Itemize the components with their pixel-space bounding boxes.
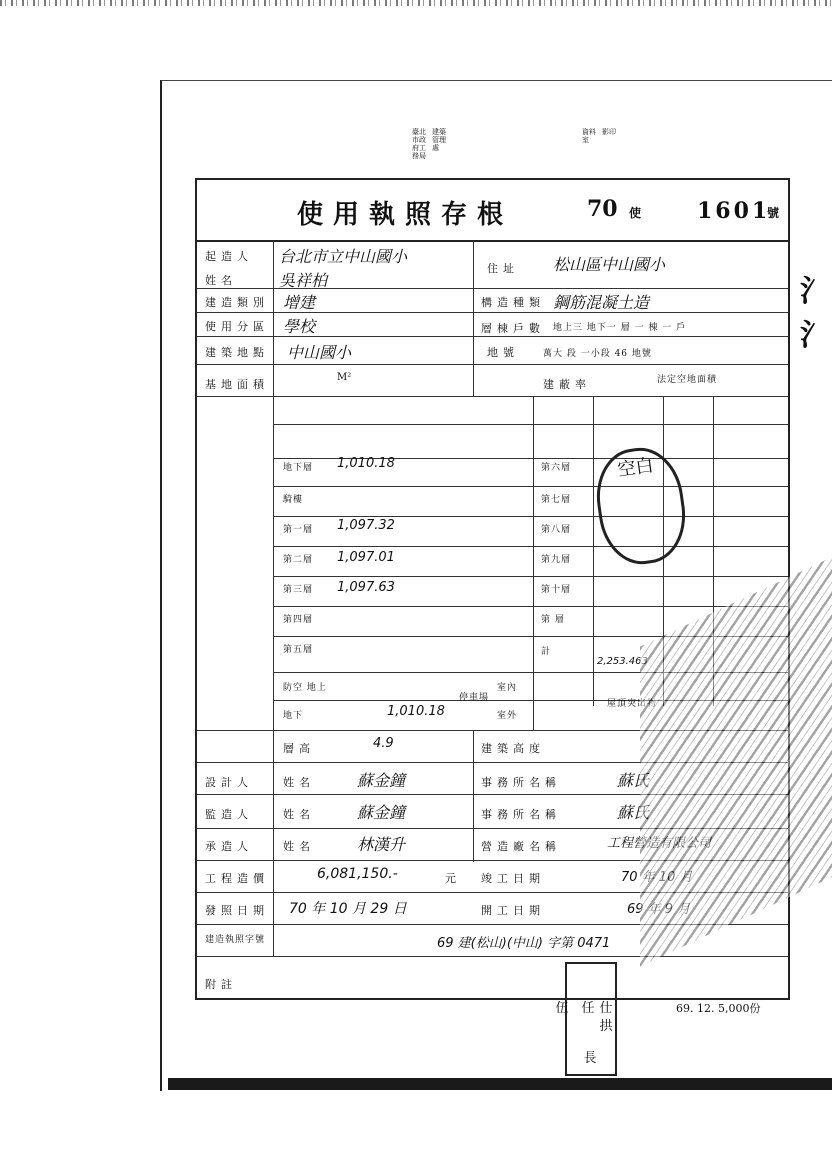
- height-label: 層高: [283, 742, 315, 755]
- floor-row-value: 1,097.63: [337, 580, 395, 595]
- floor-row-label: 第九層: [541, 555, 572, 565]
- floor-row-label: 第六層: [541, 463, 572, 473]
- floor-row-label: 地下層: [283, 463, 314, 473]
- form-title-bar: [197, 180, 788, 242]
- floor-row-label: 第十層: [541, 585, 572, 595]
- contractor-co: 工程營造有限公司: [607, 836, 712, 851]
- approver-stamp: 長: [583, 1051, 597, 1066]
- use-zone-label: 使用分區: [205, 320, 269, 333]
- floor-row-label: 第一層: [283, 525, 314, 535]
- approver-stamp: 任: [581, 1001, 595, 1016]
- cost-label: 工程造價: [205, 872, 269, 885]
- floor-row-value: 1,097.01: [337, 550, 395, 565]
- floors-value: 地上三 地下一 層 一 棟 一 戶: [553, 323, 687, 333]
- cost-value: 6,081,150.-: [317, 866, 398, 882]
- shelter-label: 防空 地上: [283, 683, 327, 693]
- parking-in: 室內: [497, 683, 518, 693]
- note-label: 附註: [205, 978, 237, 991]
- shelter-below-label: 地下: [283, 711, 304, 721]
- firm-label: 事務所名稱: [481, 776, 561, 789]
- address-label: 住址: [487, 262, 519, 275]
- complete-label: 竣工日期: [481, 872, 545, 885]
- supervisor-name-label: 姓名: [283, 808, 315, 821]
- supervisor-firm-label: 事務所名稱: [481, 808, 561, 821]
- roof-label: 屋頂突出物: [607, 699, 658, 709]
- scan-noise: [0, 0, 832, 6]
- contractor-name-label: 姓名: [283, 840, 315, 853]
- header-stamp: 資料室: [582, 128, 596, 144]
- header-stamp: 臺北市政府工務局: [412, 128, 426, 160]
- floor-row-label: 第二層: [283, 555, 314, 565]
- total-value: 2,253.463: [597, 656, 648, 667]
- start-label: 開工日期: [481, 904, 545, 917]
- contractor-co-label: 營造廠名稱: [481, 840, 561, 853]
- header-stamp: 影印: [602, 128, 616, 136]
- floor-row-label: 第五層: [283, 645, 314, 655]
- designer-name-label: 姓名: [283, 776, 315, 789]
- floor-row-label: 騎樓: [283, 495, 304, 505]
- designer-firm: 蘇氏: [617, 771, 650, 790]
- permit-value: 69 建(松山)(中山) 字第 0471: [437, 936, 611, 951]
- floor-row-label: 計: [541, 647, 552, 657]
- site-value: 中山國小: [287, 343, 352, 362]
- build-type-value: 增建: [283, 293, 316, 312]
- permit-number: 1601: [697, 198, 771, 224]
- permit-suffix: 號: [767, 206, 780, 220]
- designer-name: 蘇金鐘: [357, 771, 406, 790]
- header-stamp: 建築管理處: [432, 128, 446, 152]
- designer-label: 設計人: [205, 776, 253, 789]
- permit-label: 建造執照字號: [205, 935, 266, 945]
- start-value: 69 年 9 月: [627, 902, 691, 917]
- area-label: 基地面積: [205, 378, 269, 391]
- shelter-below-value: 1,010.18: [387, 704, 445, 719]
- floor-row-label: 第 層: [541, 615, 565, 625]
- floor-row-label: 第三層: [283, 585, 314, 595]
- sheet-edge: [168, 1078, 832, 1090]
- print-info: 69. 12. 5,000份: [676, 1002, 761, 1015]
- name-label: 姓名: [205, 274, 237, 287]
- lot-label: 地號: [487, 346, 519, 359]
- height-value: 4.9: [373, 736, 394, 751]
- permit-prefix: 使: [629, 206, 642, 220]
- cost-unit: 元: [445, 872, 461, 885]
- floor-row-label: 第七層: [541, 495, 572, 505]
- margin-mark: ⺡ ⺡: [800, 274, 830, 353]
- structure-label: 構造種類: [481, 296, 545, 309]
- structure-value: 鋼筋混凝土造: [553, 293, 650, 312]
- building-height-label: 建築高度: [481, 742, 545, 755]
- permit-year: 70: [587, 196, 618, 222]
- build-type-label: 建造類別: [205, 296, 269, 309]
- issue-value: 70 年 10 月 29 日: [289, 901, 407, 917]
- builder-value: 台北市立中山國小: [279, 247, 408, 266]
- floor-row-label: 第四層: [283, 615, 314, 625]
- approver-stamp: 仕拱: [599, 1001, 613, 1034]
- name-value: 吳祥柏: [279, 271, 328, 290]
- complete-value: 70 年 10 月: [621, 870, 693, 885]
- form-title: 使用執照存根: [297, 200, 514, 230]
- floor-row-label: 第八層: [541, 525, 572, 535]
- supervisor-name: 蘇金鐘: [357, 803, 406, 822]
- builder-label: 起造人: [205, 250, 253, 263]
- issue-label: 發照日期: [205, 904, 269, 917]
- parking-out: 室外: [497, 711, 518, 721]
- approver-stamp: 伍: [555, 1001, 569, 1016]
- void-stamp: 空白: [590, 443, 691, 570]
- floor-row-value: 1,010.18: [337, 456, 395, 471]
- supervisor-label: 監造人: [205, 808, 253, 821]
- address-value: 松山區中山國小: [553, 255, 666, 274]
- header-stamps: [412, 128, 632, 172]
- lot-value: 萬大 段 一小段 46 地號: [543, 349, 652, 359]
- parking-label: 停車場: [459, 693, 490, 703]
- area-unit: M²: [337, 372, 352, 383]
- floors-label: 層棟戶數: [481, 322, 545, 335]
- contractor-label: 承造人: [205, 840, 253, 853]
- open-space-label: 法定空地面積: [657, 375, 718, 385]
- coverage-label: 建蔽率: [543, 378, 591, 391]
- contractor-name: 林漢升: [357, 835, 406, 854]
- floor-row-value: 1,097.32: [337, 518, 395, 533]
- supervisor-firm: 蘇氏: [617, 803, 650, 822]
- site-label: 建築地點: [205, 346, 269, 359]
- use-zone-value: 學校: [283, 317, 316, 336]
